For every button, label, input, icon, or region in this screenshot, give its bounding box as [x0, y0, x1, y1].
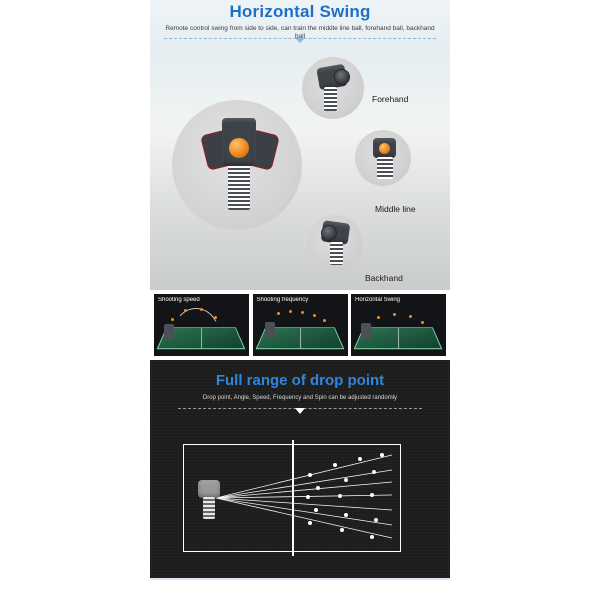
machine-forehand-illustration — [316, 66, 352, 114]
label-middle-line: Middle line — [375, 204, 416, 214]
content-column — [150, 0, 450, 600]
machine-middle-illustration — [370, 138, 400, 182]
machine-front-illustration — [204, 114, 274, 224]
machine-backhand-illustration — [318, 222, 352, 268]
thumbnail-label: Shooting frequency — [256, 297, 309, 303]
horizontal-swing-section — [150, 0, 450, 290]
trajectory-diagram — [150, 360, 450, 578]
bottom-strip — [150, 578, 450, 602]
thumbnail-horizontal-swing[interactable] — [351, 294, 446, 356]
thumbnail-shooting-frequency[interactable] — [253, 294, 348, 356]
page-left-margin — [0, 0, 150, 600]
machine-diagram-illustration — [198, 480, 224, 524]
drop-point-title: Full range of drop point — [215, 372, 385, 389]
label-backhand: Backhand — [365, 273, 403, 283]
feature-thumbnails-row — [150, 290, 450, 360]
label-forehand: Forehand — [372, 94, 409, 104]
thumbnail-shooting-speed[interactable] — [154, 294, 249, 356]
horizontal-swing-subtitle: Remote control swing from side to side, can train the middle line ball, forehand ball, backhand ball — [165, 25, 435, 41]
caret-down-icon — [295, 38, 305, 43]
thumbnail-label: Shooting speed — [158, 297, 200, 303]
thumbnail-label: Horizontal Swing — [355, 297, 401, 303]
horizontal-swing-title: Horizontal Swing — [229, 2, 371, 21]
page-right-margin — [450, 0, 600, 600]
drop-point-section — [150, 360, 450, 578]
drop-point-subtitle: Drop point, Angle, Speed, Frequency and Spin can be adjusted randomly — [202, 395, 398, 401]
